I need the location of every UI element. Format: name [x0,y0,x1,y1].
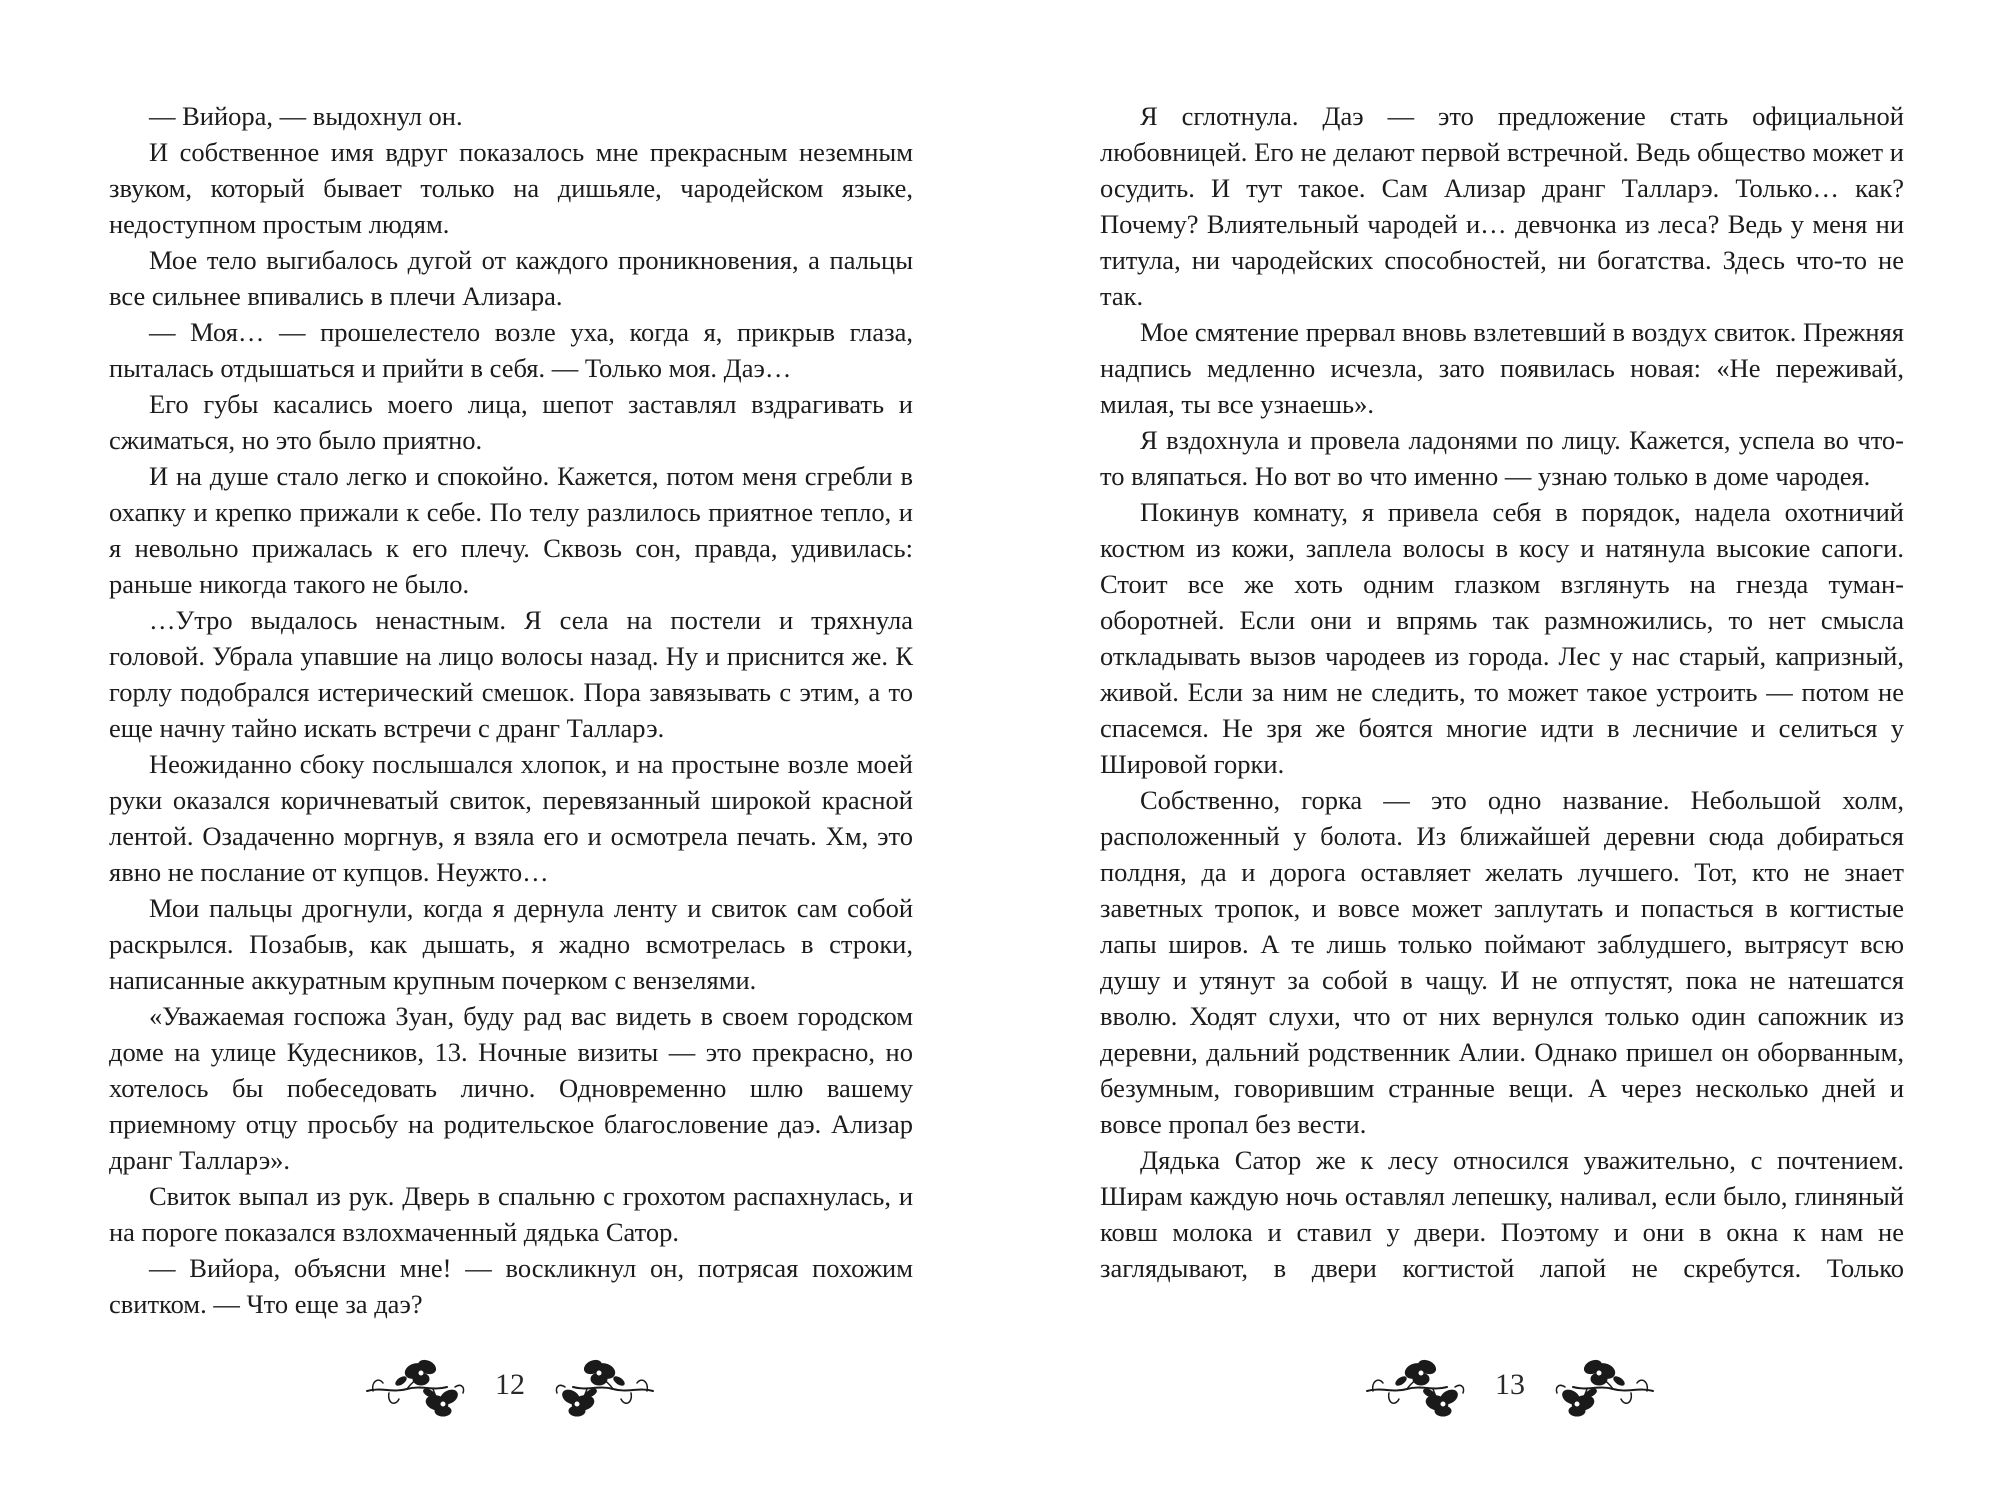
floral-ornament-left-icon [363,1347,473,1423]
paragraph: Мое смятение прервал вновь взлетевший в воздух свиток. Прежняя надпись медленно исчезла, зато появилась новая: «Не переживай, милая, ты все узнаешь». [1100,317,1904,419]
paragraph: «Уважаемая госпожа Зуан, буду рад вас видеть в своем городском доме на улице Кудесников, 13. Ночные визиты — это прекрасно, но хотелось бы побеседовать лично. Одновременно шлю вашему приемному отцу просьбу на родительское благословение даэ. Ализар дранг Талларэ». [109,1001,913,1175]
paragraph: Мои пальцы дрогнули, когда я дернула ленту и свиток сам собой раскрылся. Позабыв, как дышать, я жадно всмотрелась в строки, написанные аккуратным крупным почерком с вензелями. [109,893,913,995]
paragraph: Дядька Сатор же к лесу относился уважительно, с почтением. Ширам каждую ночь оставлял лепешку, наливал, если было, глиняный ковш молока и ставил у двери. Поэтому и они в окна к нам не заглядывают, в двери когтистой лапой не скребутся. Только [1100,1145,1904,1283]
floral-ornament-right-icon [547,1347,657,1423]
left-page-footer [360,1345,660,1425]
paragraph: Я вздохнула и провела ладонями по лицу. Кажется, успела во что-то вляпаться. Но вот во что именно — узнаю только в доме чародея. [1100,425,1904,491]
paragraph: Неожиданно сбоку послышался хлопок, и на простыне возле моей руки оказался коричневатый свиток, перевязанный широкой красной лентой. Озадаченно моргнув, я взяла его и осмотрела печать. Хм, это явно не послание от купцов. Неужто… [109,749,913,887]
paragraph: — Моя… — прошелестело возле уха, когда я, прикрыв глаза, пыталась отдышаться и прийти в себя. — Только моя. Даэ… [109,317,913,383]
paragraph: Мое тело выгибалось дугой от каждого проникновения, а пальцы все сильнее впивались в плечи Ализара. [109,245,913,311]
paragraph: …Утро выдалось ненастным. Я села на постели и тряхнула головой. Убрала упавшие на лицо волосы назад. Ну и приснится же. К горлу подобрался истерический смешок. Пора завязывать с этим, а то еще начну тайно искать встречи с дранг Талларэ. [109,605,913,743]
right-page-footer [1350,1345,1670,1425]
right-page-text [1100,98,1904,1286]
page-number: 12 [495,1368,525,1401]
paragraph: И на душе стало легко и спокойно. Кажется, потом меня сгребли в охапку и крепко прижали к себе. По телу разлилось приятное тепло, и я невольно прижалась к его плечу. Сквозь сон, правда, удивилась: раньше никогда такого не было. [109,461,913,599]
left-page-text [109,98,913,1322]
paragraph: — Вийора, объясни мне! — воскликнул он, потрясая похожим свитком. — Что еще за даэ? [109,1253,913,1319]
paragraph: Собственно, горка — это одно название. Небольшой холм, расположенный у болота. Из ближайшей деревни сюда добираться полдня, да и дорога оставляет желать лучшего. Тот, кто не знает заветных тропок, и вовсе может заплутать и попасться в когтистые лапы широв. А те лишь только поймают заблудшего, вытрясут всю душу и утянут за собой в чащу. И не отпустят, пока не натешатся вволю. Ходят слухи, что от них вернулся только один сапожник из деревни, дальний родственник Алии. Однако пришел он оборванным, безумным, говорившим странные вещи. А через несколько дней и вовсе пропал без вести. [1100,785,1904,1139]
paragraph: Покинув комнату, я привела себя в порядок, надела охотничий костюм из кожи, заплела волосы в косу и натянула высокие сапоги. Стоит все же хоть одним глазком взглянуть на гнезда туман-оборотней. Если они и впрямь так размножились, то нет смысла откладывать вызов чародеев из города. Лес у нас старый, капризный, живой. Если за ним не следить, то может такое устроить — потом не спасемся. Не зря же боятся многие идти в лесничие и селиться у Шировой горки. [1100,497,1904,779]
paragraph: И собственное имя вдруг показалось мне прекрасным неземным звуком, который бывает только на дишьяле, чародейском языке, недоступном простым людям. [109,137,913,239]
paragraph: Его губы касались моего лица, шепот заставлял вздрагивать и сжиматься, но это было приятно. [109,389,913,455]
page-number: 13 [1495,1368,1525,1401]
paragraph: Я сглотнула. Даэ — это предложение стать официальной любовницей. Его не делают первой встречной. Ведь общество может и осудить. И тут такое. Сам Ализар дранг Талларэ. Только… как? Почему? Влиятельный чародей и… девчонка из леса? Ведь у меня ни титула, ни чародейских способностей, ни богатства. Здесь что-то не так. [1100,101,1904,311]
floral-ornament-right-icon [1547,1347,1657,1423]
paragraph: — Вийора, — выдохнул он. [149,101,463,131]
right-page [1000,0,2000,1485]
paragraph: Свиток выпал из рук. Дверь в спальню с грохотом распахнулась, и на пороге показался взлохмаченный дядька Сатор. [109,1181,913,1247]
floral-ornament-left-icon [1363,1347,1473,1423]
